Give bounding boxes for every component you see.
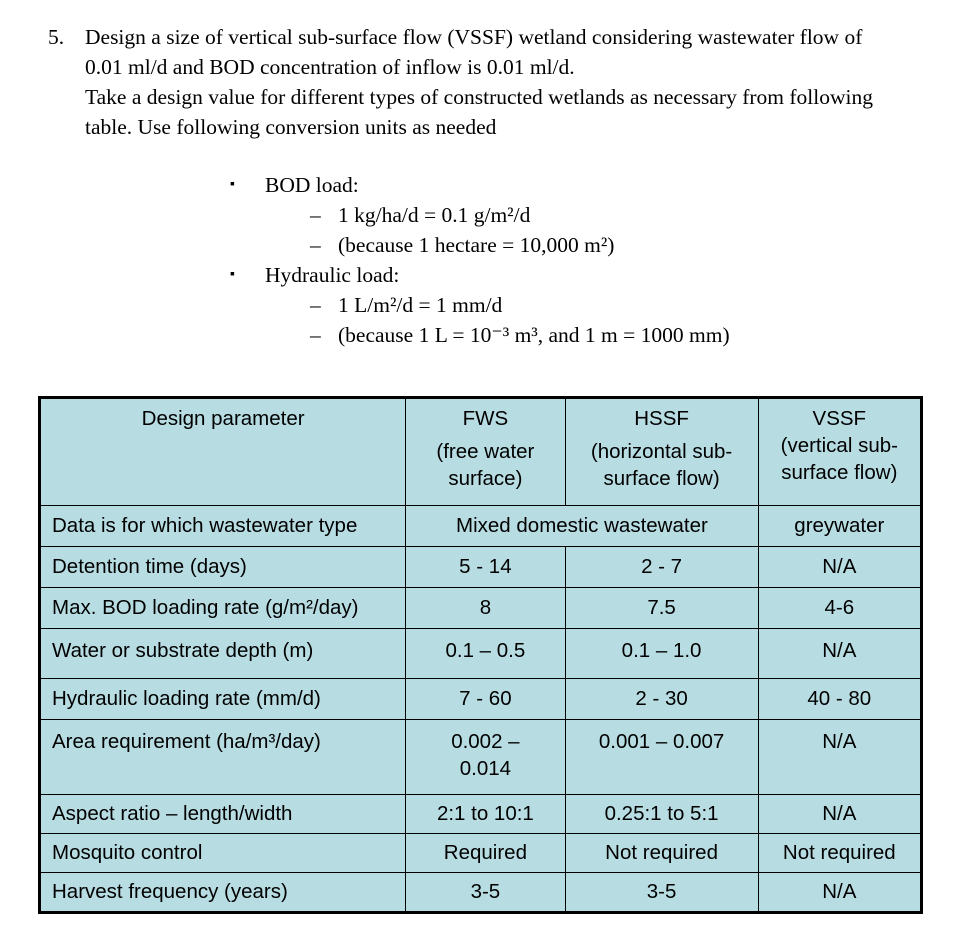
bod-load-line (228, 230, 928, 260)
header-design-parameter: Design parameter (40, 398, 406, 506)
bod-load-line (228, 200, 928, 230)
table-row (40, 873, 922, 913)
square-bullet-icon: ▪ (230, 267, 235, 282)
header-vssf-title: VSSF (812, 407, 867, 430)
dash-icon: – (310, 233, 321, 257)
row-label: Aspect ratio – length/width (40, 795, 406, 834)
bod-conversion-note: (because 1 hectare = 10,000 m²) (338, 233, 615, 257)
question-number: 5. (48, 25, 65, 49)
header-hssf-subtitle: (horizontal sub-surface flow) (590, 440, 733, 490)
cell-vssf: 4-6 (758, 588, 921, 629)
dash-icon: – (310, 203, 321, 227)
cell-vssf: N/A (758, 720, 921, 795)
cell-fws-hssf: Mixed domestic wastewater (406, 506, 758, 547)
question-line-4: table. Use following conversion units as needed (85, 115, 497, 139)
cell-hssf: 0.001 – 0.007 (565, 720, 758, 795)
cell-hssf: 0.1 – 1.0 (565, 629, 758, 679)
row-label: Max. BOD loading rate (g/m²/day) (40, 588, 406, 629)
conversion-units (228, 170, 928, 350)
header-vssf-subtitle: (vertical sub-surface flow) (780, 434, 898, 484)
header-hssf (565, 398, 758, 506)
table-row (40, 547, 922, 588)
cell-fws: 3-5 (406, 873, 565, 913)
header-vssf (758, 398, 921, 506)
cell-vssf: N/A (758, 629, 921, 679)
design-values-table (38, 396, 923, 914)
table-row (40, 834, 922, 873)
cell-hssf: 3-5 (565, 873, 758, 913)
hydraulic-load-line (228, 320, 928, 350)
square-bullet-icon: ▪ (230, 177, 235, 192)
row-label: Harvest frequency (years) (40, 873, 406, 913)
bod-conversion: 1 kg/ha/d = 0.1 g/m²/d (338, 203, 531, 227)
row-label: Water or substrate depth (m) (40, 629, 406, 679)
cell-hssf: 0.25:1 to 5:1 (565, 795, 758, 834)
hydraulic-load-item (228, 260, 928, 290)
table-row (40, 720, 922, 795)
cell-hssf: 2 - 30 (565, 679, 758, 720)
table-row (40, 679, 922, 720)
cell-fws: 7 - 60 (406, 679, 565, 720)
table-row (40, 506, 922, 547)
cell-vssf: N/A (758, 547, 921, 588)
hydraulic-load-line (228, 290, 928, 320)
question-line-2: 0.01 ml/d and BOD concentration of inflow is 0.01 ml/d. (85, 55, 575, 79)
header-fws-title: FWS (462, 407, 509, 430)
header-fws-subtitle: (free water surface) (436, 440, 535, 490)
table-row (40, 795, 922, 834)
dash-icon: – (310, 293, 321, 317)
dash-icon: – (310, 323, 321, 347)
table-row (40, 588, 922, 629)
row-label: Area requirement (ha/m³/day) (40, 720, 406, 795)
hydraulic-load-heading: Hydraulic load: (265, 263, 400, 287)
table-header-row (40, 398, 922, 506)
cell-fws: 8 (406, 588, 565, 629)
question-line-1: Design a size of vertical sub-surface flow (VSSF) wetland considering wastewater flow of (85, 25, 863, 49)
cell-fws: 0.1 – 0.5 (406, 629, 565, 679)
cell-hssf: 2 - 7 (565, 547, 758, 588)
header-hssf-title: HSSF (634, 407, 689, 430)
cell-fws: 2:1 to 10:1 (406, 795, 565, 834)
cell-vssf: Not required (758, 834, 921, 873)
cell-hssf: Not required (565, 834, 758, 873)
question-text (85, 22, 958, 142)
row-label: Hydraulic loading rate (mm/d) (40, 679, 406, 720)
cell-fws: 0.002 – 0.014 (406, 720, 565, 795)
question-line-3: Take a design value for different types of constructed wetlands as necessary from following (85, 85, 873, 109)
table-row (40, 629, 922, 679)
cell-fws: 5 - 14 (406, 547, 565, 588)
question-block (48, 22, 958, 142)
hydraulic-conversion: 1 L/m²/d = 1 mm/d (338, 293, 503, 317)
bod-load-item (228, 170, 928, 200)
cell-vssf: N/A (758, 795, 921, 834)
row-label: Detention time (days) (40, 547, 406, 588)
row-label: Mosquito control (40, 834, 406, 873)
hydraulic-conversion-note: (because 1 L = 10⁻³ m³, and 1 m = 1000 mm) (338, 323, 730, 347)
row-label: Data is for which wastewater type (40, 506, 406, 547)
cell-fws: Required (406, 834, 565, 873)
cell-vssf: greywater (758, 506, 921, 547)
bod-load-heading: BOD load: (265, 173, 359, 197)
cell-vssf: N/A (758, 873, 921, 913)
cell-vssf: 40 - 80 (758, 679, 921, 720)
header-fws (406, 398, 565, 506)
cell-hssf: 7.5 (565, 588, 758, 629)
